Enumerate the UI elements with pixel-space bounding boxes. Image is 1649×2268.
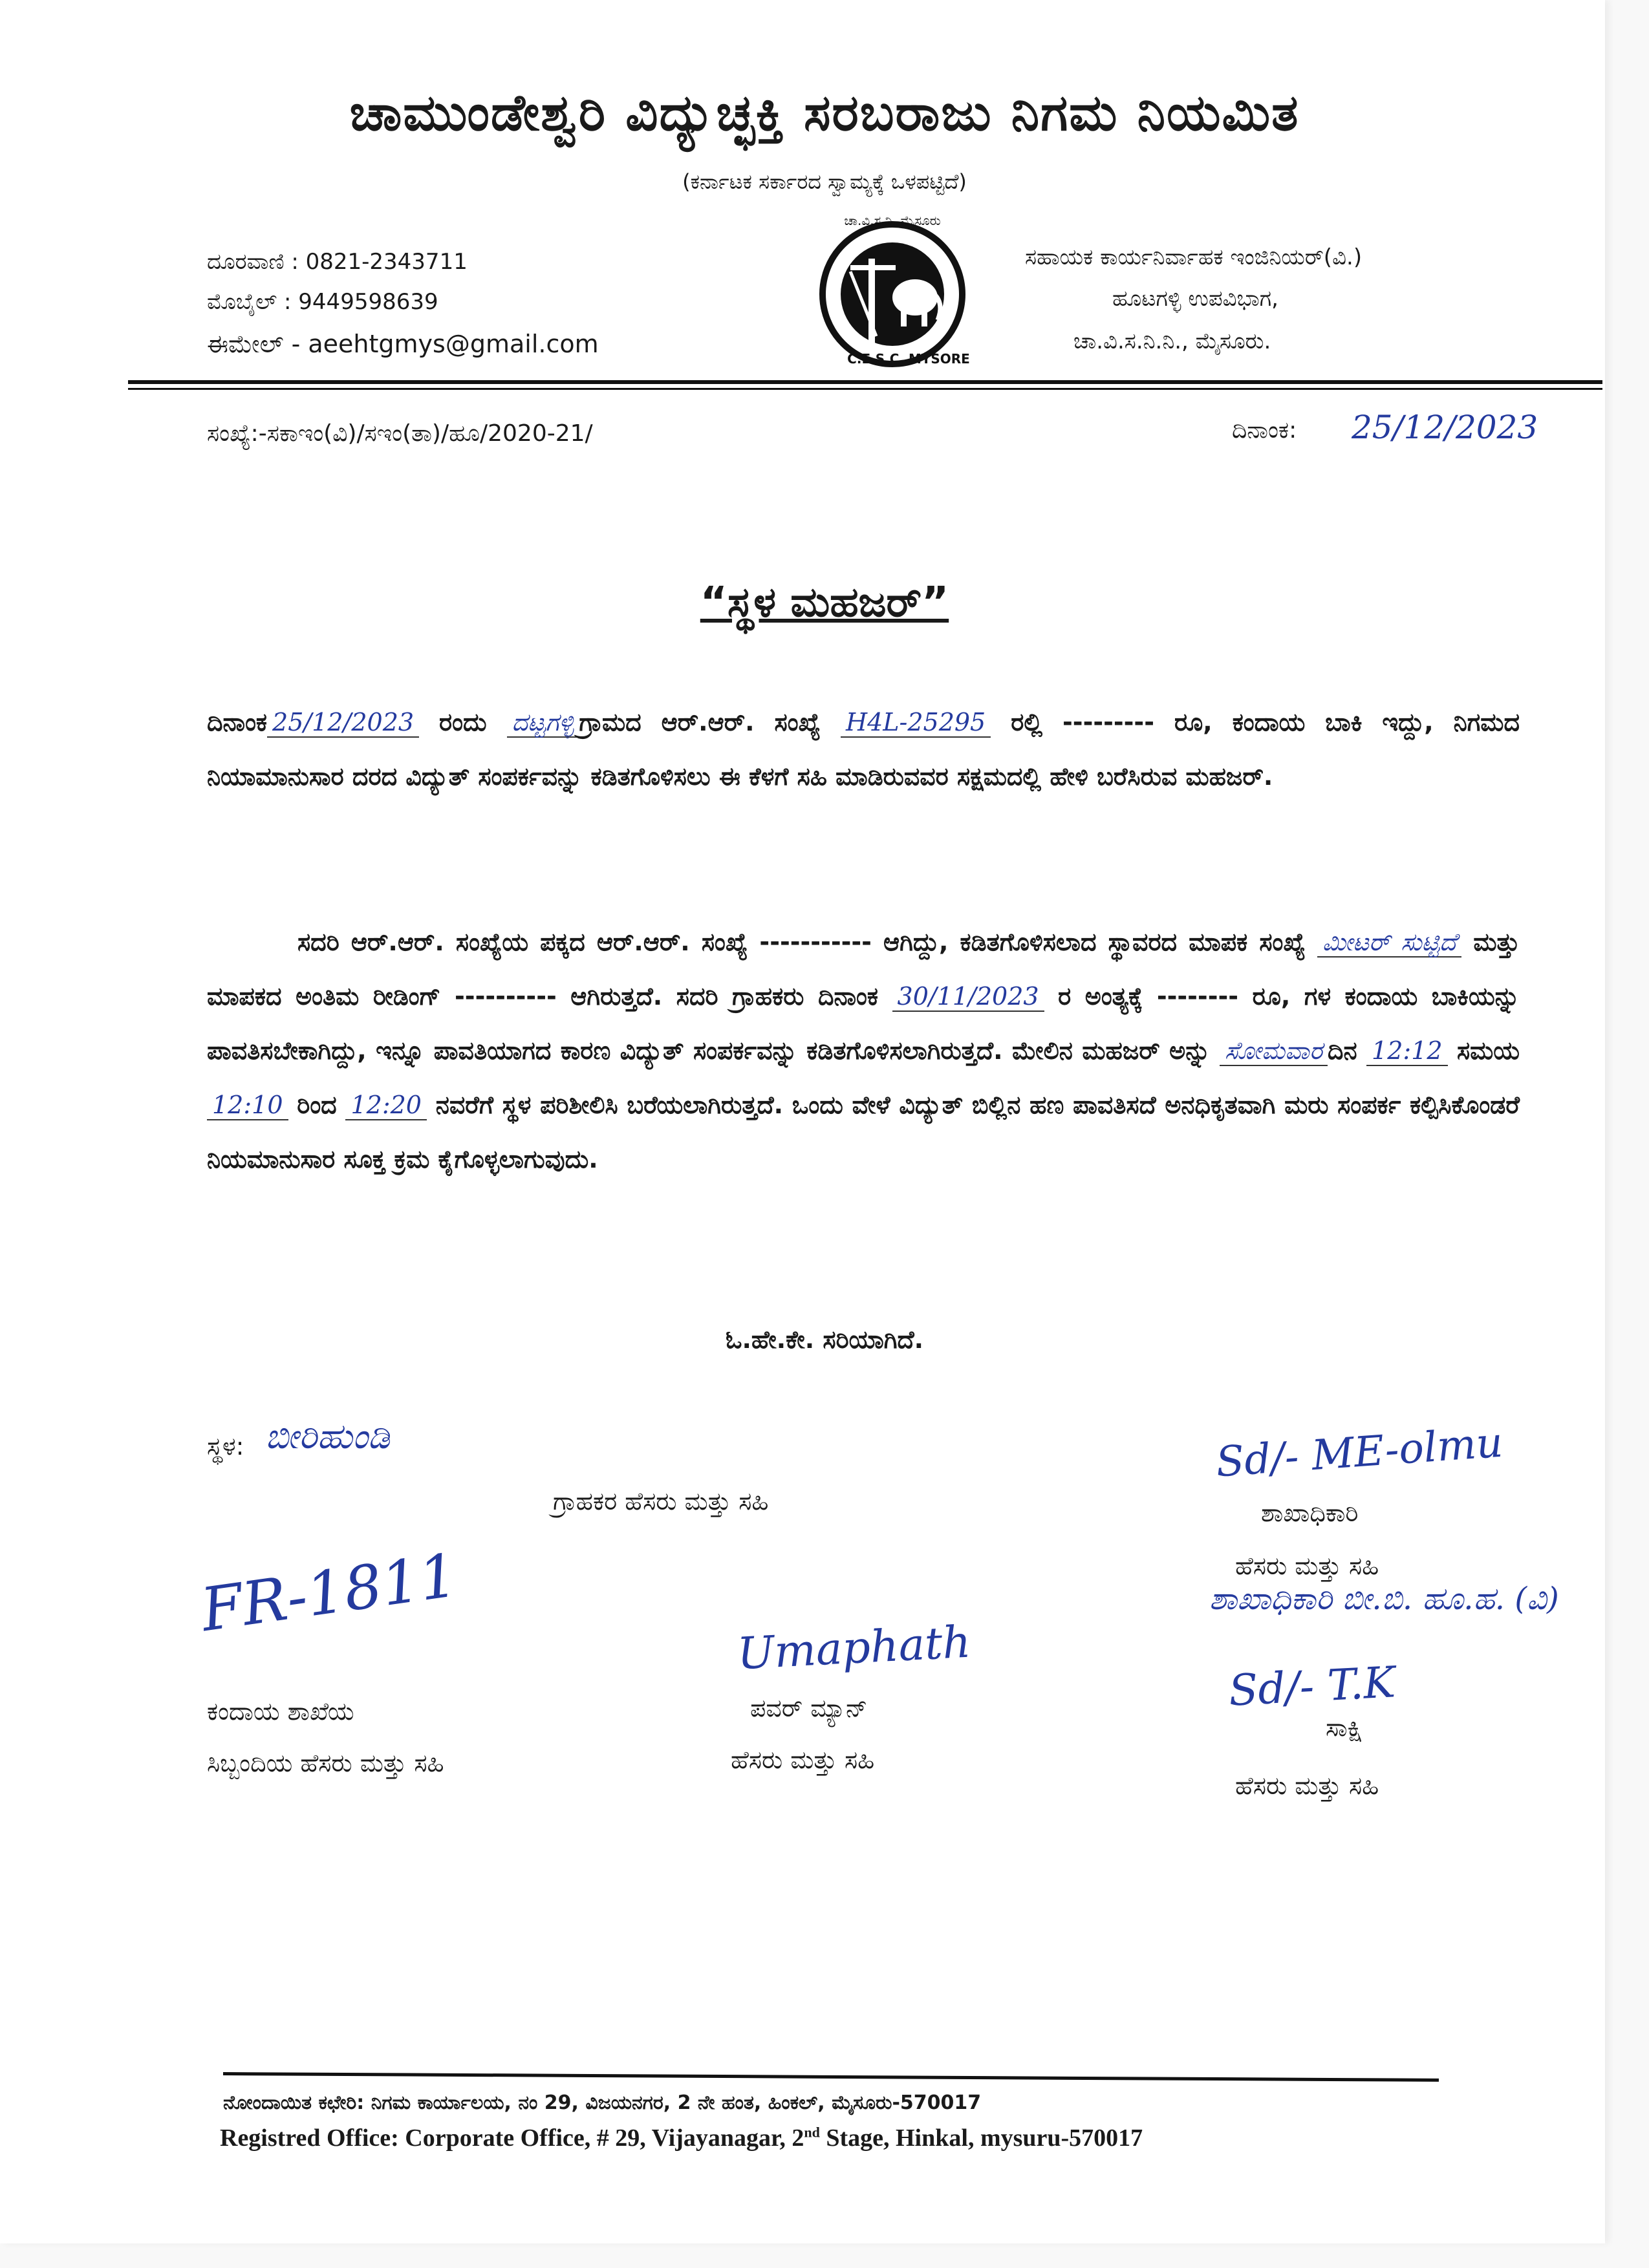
revenue-line-1: ಕಂದಾಯ ಶಾಖೆಯ xyxy=(207,1697,354,1726)
p2-day: ಸೋಮವಾರ xyxy=(1220,1036,1328,1066)
footer-english-b: Stage, Hinkal, mysuru-570017 xyxy=(819,2124,1143,2152)
p2-text-1: ಸದರಿ ಆರ್.ಆರ್. ಸಂಖ್ಯೆಯ ಪಕ್ಕದ ಆರ್.ಆರ್. ಸಂಖ್ಯೆ ----------- ಆಗಿದ್ದು, ಕಡಿತಗೊಳಿಸಲಾದ ಸ್ಥಾವರದ ಮಾಪಕ ಸಂಖ್ಯೆ xyxy=(297,928,1306,956)
customer-signature-label: ಗ್ರಾಹಕರ ಹೆಸರು ಮತ್ತು ಸಹಿ xyxy=(553,1487,769,1515)
p2-text-4: ದಿನ xyxy=(1327,1036,1357,1065)
p1-text-4: ರಲ್ಲಿ --------- ರೂ, ಕಂದಾಯ ಬಾಕಿ ಇದ್ದು, ನಿಗಮದ ನಿಯಾಮಾನುಸಾರ ದರದ ವಿದ್ಯುತ್ ಸಂಪರ್ಕವನ್ನು ಕಡಿತಗೊಳಿಸಲು ಈ ಕೆಳಗೆ ಸಹಿ ಮಾಡಿರುವವರ ಸಕ್ಷಮದಲ್ಲಿ ಹೇಳಿ ಬರೆಸಿರುವ ಮಹಜರ್. xyxy=(207,708,1520,791)
footer-address-english xyxy=(220,2124,1143,2152)
org-title: ಚಾಮುಂಡೇಶ್ವರಿ ವಿದ್ಯುಚ್ಛಕ್ತಿ ಸರಬರಾಜು ನಿಗಮ ನಿಯಮಿತ xyxy=(349,84,1300,142)
witness-signature: Sd/- T.K xyxy=(1227,1657,1397,1716)
p2-text-2: ಮತ್ತು ಮಾಪಕದ ಅಂತಿಮ ರೀಡಿಂಗ್ ---------- ಆಗಿರುತ್ತದೆ. ಸದರಿ ಗ್ರಾಹಕರು ದಿನಾಂಕ xyxy=(207,928,1520,1011)
powerman-signature: Umaphath xyxy=(736,1616,973,1680)
revenue-line-2: ಸಿಬ್ಬಂದಿಯ ಹೆಸರು ಮತ್ತು ಸಹಿ xyxy=(207,1749,444,1777)
paragraph-2 xyxy=(207,915,1520,1186)
officer-name-sign-label: ಹೆಸರು ಮತ್ತು ಸಹಿ xyxy=(1235,1552,1379,1580)
place-label: ಸ್ಥಳ: xyxy=(207,1432,244,1460)
officer-handwritten-name: ಶಾಖಾಧಿಕಾರಿ ಬೀ.ಬಿ. ಹೂ.ಹ. (ವಿ) xyxy=(1209,1581,1559,1617)
mobile-line: ಮೊಬೈಲ್ : 9449598639 xyxy=(207,289,438,315)
ok-line: ಓ.ಹೇ.ಕೇ. ಸರಿಯಾಗಿದೆ. xyxy=(725,1325,924,1354)
p1-village: ದಟ್ಟಗಳ್ಳಿ xyxy=(507,708,579,738)
p2-text-5: ಸಮಯ xyxy=(1456,1036,1520,1065)
email-line: ಈಮೇಲ್ - aeehtgmys@gmail.com xyxy=(207,330,599,358)
logo-bottom-text: C.E.S.C. MYSORE xyxy=(847,351,970,367)
p1-text-3: ಗ್ರಾಮದ ಆರ್.ಆರ್. ಸಂಖ್ಯೆ xyxy=(579,708,821,736)
footer-english-a: Registred Office: Corporate Office, # 29, Vijayanagar, 2 xyxy=(220,2124,804,2152)
p2-meter: ಮೀಟರ್ ಸುಟ್ಟಿದೆ xyxy=(1317,928,1461,957)
document-heading: “ಸ್ಥಳ ಮಹಜರ್” xyxy=(700,579,949,626)
header-rule-thin xyxy=(128,388,1602,390)
p2-due-date: 30/11/2023 xyxy=(892,982,1044,1012)
org-subtitle: (ಕರ್ನಾಟಕ ಸರ್ಕಾರದ ಸ್ವಾಮ್ಯಕ್ಕೆ ಒಳಪಟ್ಟಿದೆ) xyxy=(682,169,967,194)
p2-text-6: ರಿಂದ xyxy=(297,1091,337,1119)
p2-text-3: ರ ಅಂತ್ಯಕ್ಕೆ -------- ರೂ, ಗಳ ಕಂದಾಯ ಬಾಕಿಯನ್ನು ಪಾವತಿಸಬೇಕಾಗಿದ್ದು, ಇನ್ನೂ ಪಾವತಿಯಾಗದ ಕಾರಣ ವಿದ್ಯುತ್ ಸಂಪರ್ಕವನ್ನು ಕಡಿತಗೊಳಿಸಲಾಗಿರುತ್ತದೆ. ಮೇಲಿನ ಮಹಜರ್ ಅನ್ನು xyxy=(207,982,1520,1065)
paragraph-1 xyxy=(207,695,1520,804)
office-line-3: ಚಾ.ವಿ.ಸ.ನಿ.ನಿ., ಮೈಸೂರು. xyxy=(1073,328,1271,354)
witness-sign-label: ಹೆಸರು ಮತ್ತು ಸಹಿ xyxy=(1235,1771,1379,1800)
witness-title: ಸಾಕ್ಷಿ xyxy=(1326,1713,1363,1742)
date-label: ದಿನಾಂಕ: xyxy=(1232,417,1297,444)
officer-title: ಶಾಖಾಧಿಕಾರಿ xyxy=(1261,1499,1359,1527)
p1-text-1: ದಿನಾಂಕ xyxy=(207,708,268,736)
footer-rule xyxy=(223,2072,1439,2082)
reference-number: ಸಂಖ್ಯೆ:-ಸಕಾಇಂ(ವಿ)/ಸಇಂ(ತಾ)/ಹೂ/2020-21/ xyxy=(207,420,593,447)
header-rule-thick xyxy=(128,380,1602,384)
office-line-1: ಸಹಾಯಕ ಕಾರ್ಯನಿರ್ವಾಹಕ ಇಂಜಿನಿಯರ್(ವಿ.) xyxy=(1025,244,1363,270)
powerman-sign-label: ಹೆಸರು ಮತ್ತು ಸಹಿ xyxy=(731,1746,875,1774)
cesc-logo xyxy=(805,207,986,369)
phone-line: ದೂರವಾಣಿ : 0821-2343711 xyxy=(207,249,468,275)
p2-time-to: 12:20 xyxy=(345,1091,427,1120)
p1-date: 25/12/2023 xyxy=(267,708,419,738)
p2-time-from: 12:10 xyxy=(207,1091,288,1120)
p1-text-2: ರಂದು xyxy=(439,708,487,736)
powerman-title: ಪವರ್ ಮ್ಯಾನ್ xyxy=(750,1694,868,1722)
cesc-logo-icon xyxy=(805,207,986,369)
handwritten-fr-note: FR-1811 xyxy=(197,1540,462,1645)
office-line-2: ಹೂಟಗಳ್ಳಿ ಉಪವಿಭಾಗ, xyxy=(1112,286,1278,312)
officer-signature: Sd/- ME-olmu xyxy=(1214,1418,1505,1487)
date-value: 25/12/2023 xyxy=(1352,409,1538,446)
p2-time-day: 12:12 xyxy=(1366,1036,1448,1066)
place-value: ಬೀರಿಹುಂಡಿ xyxy=(265,1416,390,1457)
logo-top-text: ಚಾ.ವಿ.ಸ.ನಿ. ಮೈಸೂರು xyxy=(844,213,941,228)
p1-rr-number: H4L-25295 xyxy=(841,708,991,738)
footer-address-kannada: ನೋಂದಾಯಿತ ಕಛೇರಿ: ನಿಗಮ ಕಾರ್ಯಾಲಯ, ನಂ 29, ವಿಜಯನಗರ, 2 ನೇ ಹಂತ, ಹಿಂಕಲ್, ಮೈಸೂರು-570017 xyxy=(223,2091,982,2114)
p2-text-7: ನವರೆಗೆ ಸ್ಥಳ ಪರಿಶೀಲಿಸಿ ಬರೆಯಲಾಗಿರುತ್ತದೆ. ಒಂದು ವೇಳೆ ವಿದ್ಯುತ್ ಬಿಲ್ಲಿನ ಹಣ ಪಾವತಿಸದೆ ಅನಧಿಕೃತವಾಗಿ ಮರು ಸಂಪರ್ಕ ಕಲ್ಪಿಸಿಕೊಂಡರೆ ನಿಯಮಾನುಸಾರ ಸೂಕ್ತ ಕ್ರಮ ಕೈಗೊಳ್ಳಲಾಗುವುದು. xyxy=(207,1091,1520,1173)
footer-english-sup: nd xyxy=(804,2124,820,2141)
